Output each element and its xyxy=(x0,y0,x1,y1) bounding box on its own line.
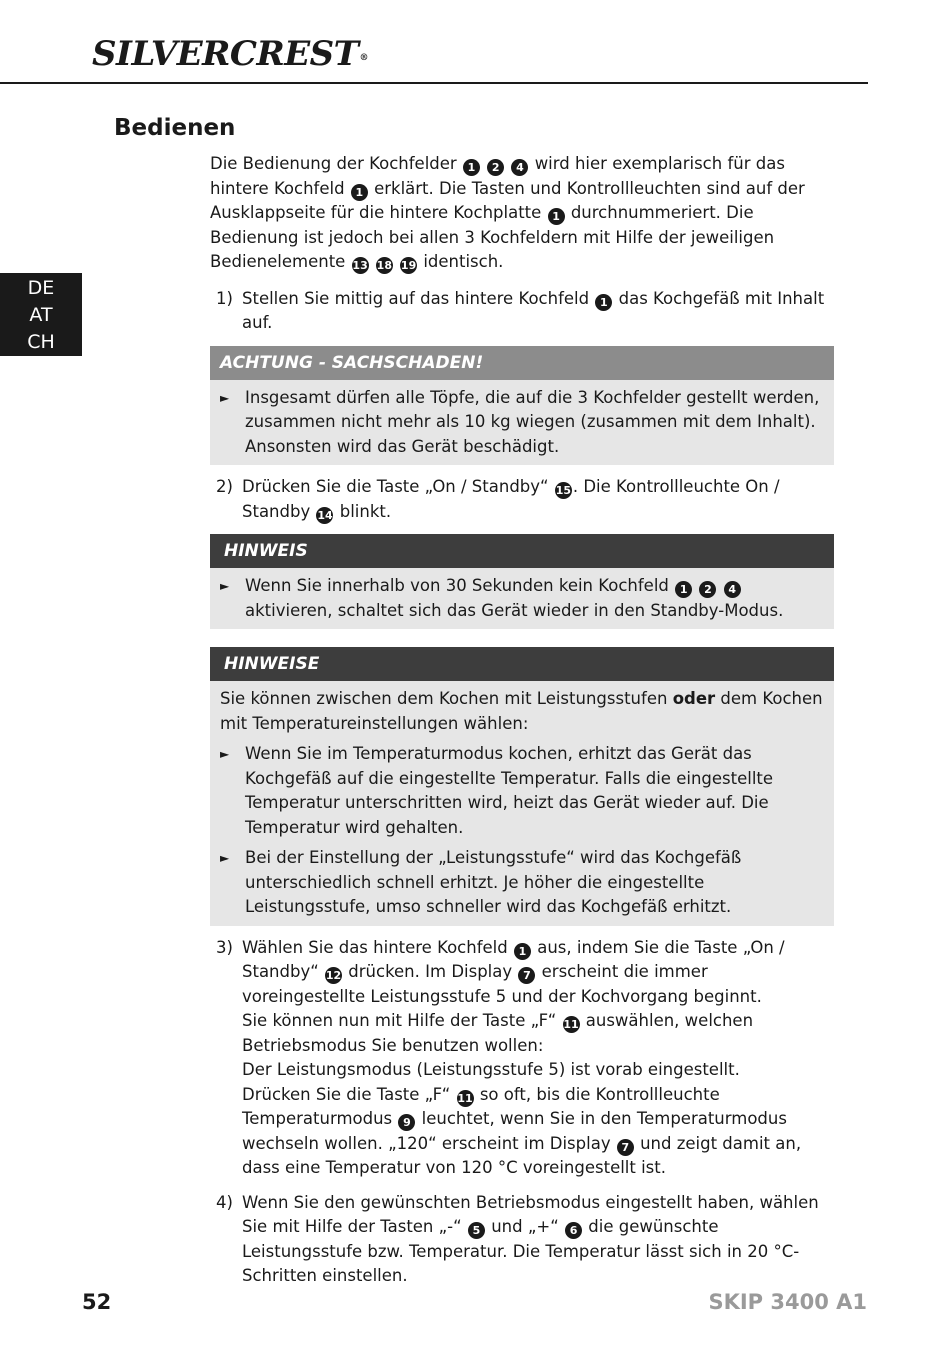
lang-ch: CH xyxy=(27,331,55,353)
hinweis-box xyxy=(210,534,834,629)
lang-de: DE xyxy=(27,277,55,299)
hinweise-box xyxy=(210,647,834,926)
ref-number-icon: 12 xyxy=(325,969,342,982)
intro-paragraph: Die Bedienung der Kochfelder 1 2 4 wird hier exemplarisch für das hintere Kochfeld 1 erklärt. Die Tasten und Kontrollleuchten sind auf der Ausklappseite für die hintere Kochplatte 1 durchnummeriert. Die Bedienung ist jedoch bei allen 3 Kochfeldern mit Hilfe der jeweiligen Bedienelemente 13 18 19 identisch. xyxy=(210,154,805,272)
hinweise-bullet-2: ► Bei der Einstellung der „Leistungsstufe“ wird das Kochgefäß unterschiedlich schnell erhitzt. Je höher die eingestellte Leistungsstufe, umso schneller wird das Kochgefäß erhitzt. xyxy=(220,848,742,916)
step-number: 1) xyxy=(216,288,233,308)
warning-bullet: ► Insgesamt dürfen alle Töpfe, die auf die 3 Kochfelder gestellt werden, zusammen nicht mehr als 10 kg wiegen (zusammen mit dem Inhalt). Ansonsten wird das Gerät beschädigt. xyxy=(220,387,820,456)
step-3: 3) Wählen Sie das hintere Kochfeld 1 aus, indem Sie die Taste „On / Standby“ 12 drücken. Im Display 7 erscheint die immer voreingestellte Leistungsstufe 5 und der Kochvorgang beginnt. Sie können nun mit Hilfe der Taste „F“ 11 auswählen, welchen Betriebsmodus Sie benutzen wollen: Der Leistungsmodus (Leistungsstufe 5) ist vorab eingestellt. Drücken Sie die Taste „F“ 11 so oft, bis die Kontrollleuchte Temperaturmodus 9 leuchtet, wenn Sie in den Temperaturmodus wechseln wollen. „120“ erscheint im Display 7 und zeigt damit an, dass eine Temperatur von 120 °C voreingestellt ist. xyxy=(216,937,802,1177)
ref-number-icon: 1 xyxy=(595,294,612,311)
ref-number-icon: 2 xyxy=(699,581,716,598)
header-divider xyxy=(0,82,868,84)
triangle-right-icon: ► xyxy=(220,747,230,761)
ref-number-icon: 9 xyxy=(398,1114,415,1131)
ref-number-icon: 2 xyxy=(487,159,504,176)
ref-number-icon: 1 xyxy=(351,184,368,201)
ref-number-icon: 1 xyxy=(675,581,692,598)
section-title: Bedienen xyxy=(114,115,236,141)
page-number: 52 xyxy=(82,1290,112,1314)
hinweise-bullet-1: ► Wenn Sie im Temperaturmodus kochen, erhitzt das Gerät das Kochgefäß auf die eingestellte Temperatur. Falls die eingestellte Temperatur unterschritten wird, heizt das Gerät wieder auf. Die Temperatur wird gehalten. xyxy=(220,744,774,837)
ref-number-icon: 1 xyxy=(514,943,531,960)
ref-number-icon: 4 xyxy=(724,581,741,598)
warning-box xyxy=(210,346,834,466)
ref-number-icon: 7 xyxy=(518,967,535,984)
warning-title: ACHTUNG - SACHSCHADEN! xyxy=(210,346,834,380)
hinweis-bullet: ► Wenn Sie innerhalb von 30 Sekunden kein Kochfeld 1 2 4 aktivieren, schaltet sich das Gerät wieder in den Standby-Modus. xyxy=(220,576,784,620)
ref-number-icon: 14 xyxy=(317,508,333,522)
logo-text: SILVERCREST xyxy=(92,34,359,74)
ref-number-icon: 19 xyxy=(400,259,417,272)
ref-number-icon: 1 xyxy=(463,159,480,176)
hinweis-title: HINWEIS xyxy=(210,534,834,568)
ref-number-icon: 6 xyxy=(565,1222,582,1239)
ref-number-icon: 11 xyxy=(457,1091,473,1105)
step-number: 4) xyxy=(216,1192,233,1212)
step-number: 3) xyxy=(216,937,233,957)
model-name: SKIP 3400 A1 xyxy=(708,1290,867,1314)
hinweise-title: HINWEISE xyxy=(210,647,834,681)
ref-number-icon: 4 xyxy=(511,159,528,176)
triangle-right-icon: ► xyxy=(220,851,230,865)
step-4: 4) Wenn Sie den gewünschten Betriebsmodus eingestellt haben, wählen Sie mit Hilfe der Tasten „-“ 5 und „+“ 6 die gewünschte Leistungsstufe bzw. Temperatur. Die Temperatur lässt sich in 20 °C-Schritten einstellen. xyxy=(216,1192,819,1285)
ref-number-icon: 18 xyxy=(376,259,392,272)
step-1: 1) Stellen Sie mittig auf das hintere Kochfeld 1 das Kochgefäß mit Inhalt auf. xyxy=(216,288,825,332)
main-content xyxy=(210,152,834,1289)
triangle-right-icon: ► xyxy=(220,579,230,593)
ref-number-icon: 15 xyxy=(555,484,571,497)
ref-number-icon: 13 xyxy=(352,259,368,272)
ref-number-icon: 1 xyxy=(548,208,565,225)
ref-number-icon: 11 xyxy=(563,1018,579,1031)
lang-at: AT xyxy=(29,304,53,326)
step-number: 2) xyxy=(216,477,233,496)
registered-mark: ® xyxy=(359,53,368,63)
step-2: 2) Drücken Sie die Taste „On / Standby“ 15 . Die Kontrollleuchte On / Standby 14 blinkt. xyxy=(216,477,780,522)
triangle-right-icon: ► xyxy=(220,390,230,405)
ref-number-icon: 5 xyxy=(468,1222,485,1239)
language-tab xyxy=(0,273,82,356)
ref-number-icon: 7 xyxy=(617,1139,634,1156)
hinweise-intro: Sie können zwischen dem Kochen mit Leistungsstufen oder dem Kochen mit Temperatureinstellungen wählen: xyxy=(220,689,823,733)
brand-logo xyxy=(92,34,368,74)
